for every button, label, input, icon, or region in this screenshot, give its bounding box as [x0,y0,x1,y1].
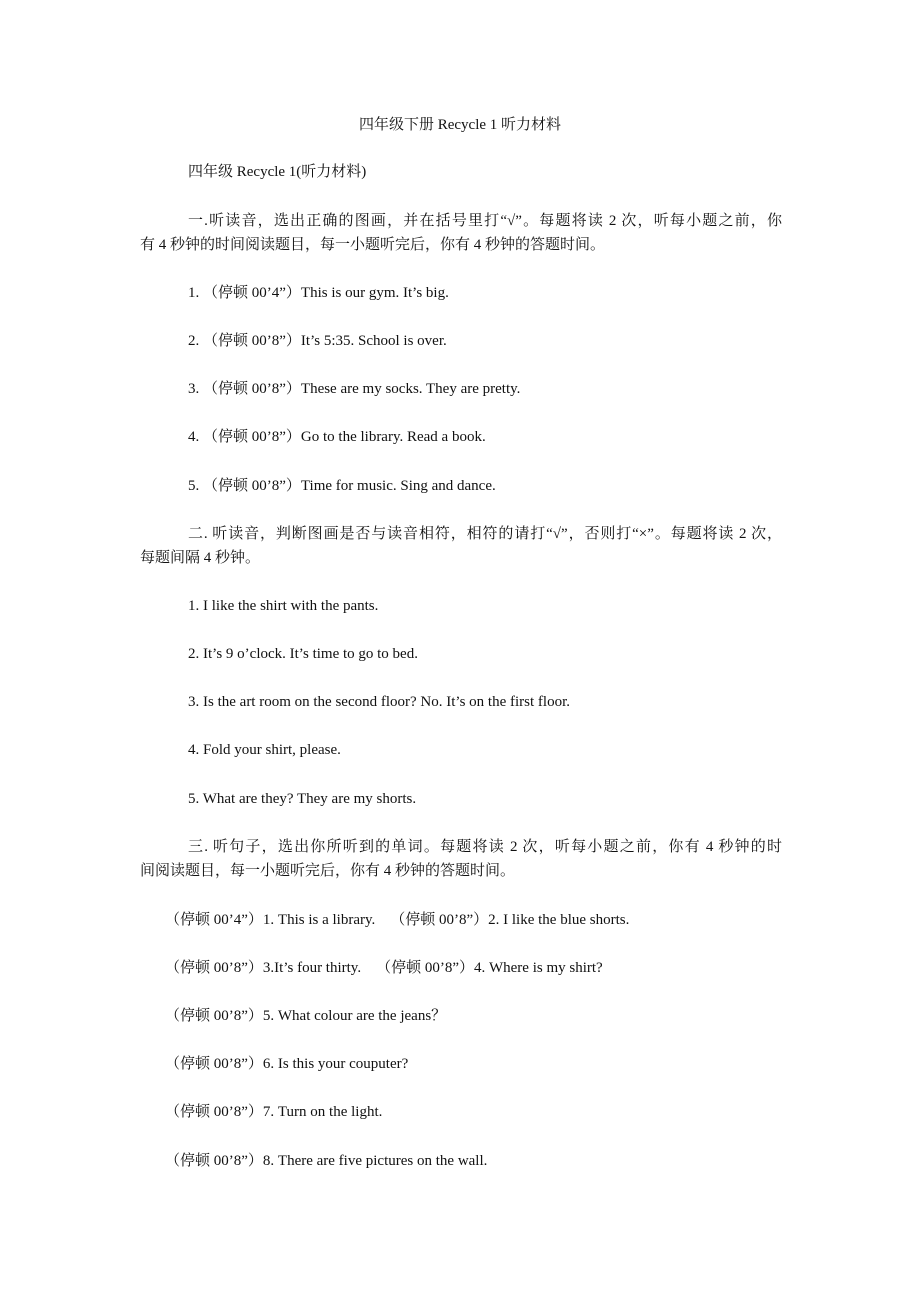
list-item: （停顿 00’8”）5. What colour are the jeans？ [165,1008,447,1024]
section3-instruction: 三. 听句子，选出你所听到的单词。每题将读 2 次，听每小题之前，你有 4 秒钟的时 [188,839,782,855]
list-item: （停顿 00’8”）8. There are five pictures on the wall. [165,1153,488,1169]
list-item: 3. Is the art room on the second floor? No. It’s on the first floor. [188,694,571,710]
list-item: （停顿 00’8”）7. Turn on the light. [165,1104,383,1120]
list-item: 5. What are they? They are my shorts. [188,791,417,807]
list-item: 4. （停顿 00’8”）Go to the library. Read a book. [188,429,486,445]
list-item: （停顿 00’8”）6. Is this your couputer? [165,1056,409,1072]
list-item: 3. （停顿 00’8”）These are my socks. They are pretty. [188,381,521,397]
section2-instruction: 二. 听读音，判断图画是否与读音相符，相符的请打“√”，否则打“×”。每题将读 2 次， [188,526,782,542]
subtitle: 四年级 Recycle 1(听力材料) [188,164,367,180]
list-item: （停顿 00’8”）3.It’s four thirty. （停顿 00’8”）4. Where is my shirt? [165,960,603,976]
list-item: 2. It’s 9 o’clock. It’s time to go to bed. [188,646,418,662]
list-item: 1. I like the shirt with the pants. [188,598,379,614]
list-item: （停顿 00’4”）1. This is a library. （停顿 00’8”）2. I like the blue shorts. [165,912,630,928]
list-item: 2. （停顿 00’8”）It’s 5:35. School is over. [188,333,447,349]
list-item: 1. （停顿 00’4”）This is our gym. It’s big. [188,285,449,301]
list-item: 5. （停顿 00’8”）Time for music. Sing and dance. [188,478,496,494]
section2-instruction-cont: 每题间隔 4 秒钟。 [140,550,261,566]
document-title: 四年级下册 Recycle 1 听力材料 [358,117,562,133]
section3-instruction-cont: 间阅读题目，每一小题听完后，你有 4 秒钟的答题时间。 [140,863,516,879]
section1-instruction: 一.听读音，选出正确的图画，并在括号里打“√”。每题将读 2 次，听每小题之前，你 [188,213,782,229]
list-item: 4. Fold your shirt, please. [188,742,341,758]
section1-instruction-cont: 有 4 秒钟的时间阅读题目，每一小题听完后，你有 4 秒钟的答题时间。 [140,237,606,253]
